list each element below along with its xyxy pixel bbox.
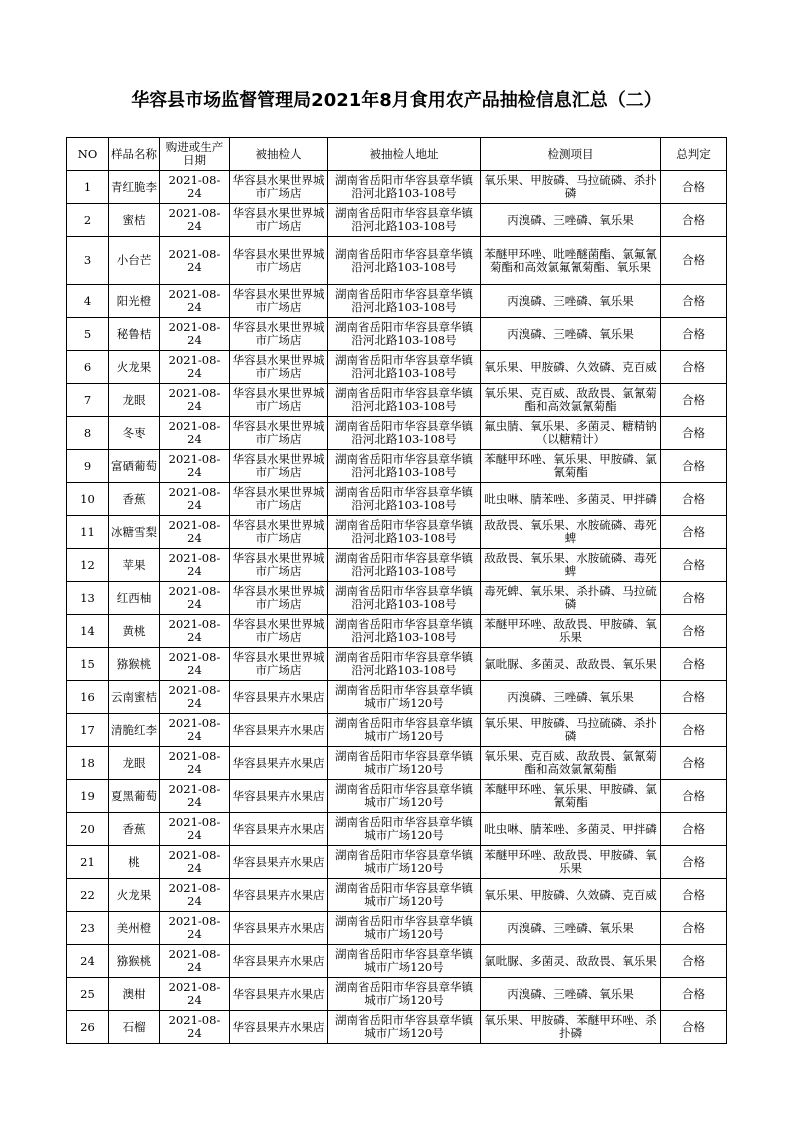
cell-address: 湖南省岳阳市华容县章华镇沿河北路103-108号	[328, 483, 481, 516]
cell-test-items: 氧乐果、甲胺磷、马拉硫磷、杀扑磷	[481, 171, 661, 204]
cell-date: 2021-08-24	[160, 912, 230, 945]
cell-address: 湖南省岳阳市华容县章华镇沿河北路103-108号	[328, 516, 481, 549]
cell-date: 2021-08-24	[160, 450, 230, 483]
cell-date: 2021-08-24	[160, 747, 230, 780]
cell-inspectee: 华容县水果世界城市广场店	[230, 648, 328, 681]
cell-test-items: 敌敌畏、氧乐果、水胺硫磷、毒死蜱	[481, 549, 661, 582]
cell-result: 合格	[661, 384, 727, 417]
cell-date: 2021-08-24	[160, 237, 230, 285]
cell-sample-name: 猕猴桃	[109, 945, 160, 978]
cell-sample-name: 小台芒	[109, 237, 160, 285]
cell-no: 25	[67, 978, 109, 1011]
cell-address: 湖南省岳阳市华容县章华镇城市广场120号	[328, 879, 481, 912]
table-row	[67, 450, 727, 483]
cell-inspectee: 华容县果卉水果店	[230, 780, 328, 813]
cell-no: 22	[67, 879, 109, 912]
cell-inspectee: 华容县水果世界城市广场店	[230, 516, 328, 549]
cell-date: 2021-08-24	[160, 582, 230, 615]
cell-test-items: 氟虫腈、氧乐果、多菌灵、糖精钠（以糖精计）	[481, 417, 661, 450]
cell-date: 2021-08-24	[160, 171, 230, 204]
cell-address: 湖南省岳阳市华容县章华镇城市广场120号	[328, 813, 481, 846]
table-body	[67, 171, 727, 1044]
cell-inspectee: 华容县果卉水果店	[230, 1011, 328, 1044]
header-address: 被抽检人地址	[328, 138, 481, 171]
cell-result: 合格	[661, 681, 727, 714]
cell-sample-name: 青红脆李	[109, 171, 160, 204]
cell-date: 2021-08-24	[160, 483, 230, 516]
cell-no: 9	[67, 450, 109, 483]
cell-no: 3	[67, 237, 109, 285]
cell-test-items: 氯吡脲、多菌灵、敌敌畏、氧乐果	[481, 945, 661, 978]
cell-result: 合格	[661, 204, 727, 237]
cell-test-items: 氧乐果、甲胺磷、苯醚甲环唑、杀扑磷	[481, 1011, 661, 1044]
cell-sample-name: 香蕉	[109, 483, 160, 516]
table-row	[67, 549, 727, 582]
cell-date: 2021-08-24	[160, 648, 230, 681]
cell-result: 合格	[661, 813, 727, 846]
cell-date: 2021-08-24	[160, 516, 230, 549]
cell-address: 湖南省岳阳市华容县章华镇城市广场120号	[328, 912, 481, 945]
cell-inspectee: 华容县水果世界城市广场店	[230, 384, 328, 417]
cell-test-items: 氧乐果、甲胺磷、马拉硫磷、杀扑磷	[481, 714, 661, 747]
cell-sample-name: 夏黑葡萄	[109, 780, 160, 813]
cell-no: 11	[67, 516, 109, 549]
cell-date: 2021-08-24	[160, 351, 230, 384]
cell-inspectee: 华容县果卉水果店	[230, 978, 328, 1011]
cell-no: 14	[67, 615, 109, 648]
table-row	[67, 204, 727, 237]
cell-address: 湖南省岳阳市华容县章华镇沿河北路103-108号	[328, 171, 481, 204]
cell-inspectee: 华容县水果世界城市广场店	[230, 450, 328, 483]
cell-inspectee: 华容县水果世界城市广场店	[230, 582, 328, 615]
cell-date: 2021-08-24	[160, 978, 230, 1011]
cell-result: 合格	[661, 285, 727, 318]
cell-no: 8	[67, 417, 109, 450]
cell-result: 合格	[661, 714, 727, 747]
table-row	[67, 582, 727, 615]
cell-address: 湖南省岳阳市华容县章华镇沿河北路103-108号	[328, 549, 481, 582]
cell-inspectee: 华容县果卉水果店	[230, 813, 328, 846]
cell-inspectee: 华容县果卉水果店	[230, 945, 328, 978]
cell-test-items: 吡虫啉、腈苯唑、多菌灵、甲拌磷	[481, 483, 661, 516]
cell-address: 湖南省岳阳市华容县章华镇城市广场120号	[328, 846, 481, 879]
cell-result: 合格	[661, 417, 727, 450]
cell-address: 湖南省岳阳市华容县章华镇沿河北路103-108号	[328, 204, 481, 237]
cell-test-items: 氧乐果、甲胺磷、久效磷、克百威	[481, 351, 661, 384]
cell-test-items: 苯醚甲环唑、吡唑醚菌酯、氯氟氰菊酯和高效氯氟氰菊酯、氧乐果	[481, 237, 661, 285]
cell-result: 合格	[661, 549, 727, 582]
table-row	[67, 912, 727, 945]
cell-result: 合格	[661, 912, 727, 945]
cell-address: 湖南省岳阳市华容县章华镇沿河北路103-108号	[328, 237, 481, 285]
cell-date: 2021-08-24	[160, 714, 230, 747]
cell-result: 合格	[661, 516, 727, 549]
cell-sample-name: 龙眼	[109, 747, 160, 780]
table-row	[67, 318, 727, 351]
cell-test-items: 敌敌畏、氧乐果、水胺硫磷、毒死蜱	[481, 516, 661, 549]
cell-address: 湖南省岳阳市华容县章华镇城市广场120号	[328, 747, 481, 780]
header-no: NO	[67, 138, 109, 171]
cell-no: 2	[67, 204, 109, 237]
cell-address: 湖南省岳阳市华容县章华镇城市广场120号	[328, 780, 481, 813]
cell-no: 15	[67, 648, 109, 681]
cell-date: 2021-08-24	[160, 285, 230, 318]
table-row	[67, 417, 727, 450]
cell-date: 2021-08-24	[160, 417, 230, 450]
cell-test-items: 丙溴磷、三唑磷、氧乐果	[481, 978, 661, 1011]
table-row	[67, 237, 727, 285]
cell-address: 湖南省岳阳市华容县章华镇沿河北路103-108号	[328, 648, 481, 681]
cell-no: 13	[67, 582, 109, 615]
cell-sample-name: 香蕉	[109, 813, 160, 846]
cell-test-items: 苯醚甲环唑、敌敌畏、甲胺磷、氧乐果	[481, 846, 661, 879]
cell-result: 合格	[661, 648, 727, 681]
cell-test-items: 苯醚甲环唑、氧乐果、甲胺磷、氯氰菊酯	[481, 450, 661, 483]
cell-no: 17	[67, 714, 109, 747]
page-title: 华容县市场监督管理局2021年8月食用农产品抽检信息汇总（二）	[131, 90, 662, 111]
cell-inspectee: 华容县水果世界城市广场店	[230, 351, 328, 384]
cell-sample-name: 云南蜜桔	[109, 681, 160, 714]
table-row	[67, 714, 727, 747]
cell-test-items: 丙溴磷、三唑磷、氧乐果	[481, 912, 661, 945]
cell-test-items: 丙溴磷、三唑磷、氧乐果	[481, 681, 661, 714]
cell-inspectee: 华容县果卉水果店	[230, 846, 328, 879]
cell-no: 19	[67, 780, 109, 813]
cell-result: 合格	[661, 615, 727, 648]
cell-sample-name: 阳光橙	[109, 285, 160, 318]
cell-test-items: 丙溴磷、三唑磷、氧乐果	[481, 204, 661, 237]
cell-date: 2021-08-24	[160, 681, 230, 714]
table-row	[67, 351, 727, 384]
cell-date: 2021-08-24	[160, 318, 230, 351]
cell-sample-name: 石榴	[109, 1011, 160, 1044]
inspection-table	[66, 137, 727, 1044]
cell-inspectee: 华容县水果世界城市广场店	[230, 615, 328, 648]
cell-inspectee: 华容县水果世界城市广场店	[230, 549, 328, 582]
cell-inspectee: 华容县水果世界城市广场店	[230, 483, 328, 516]
cell-inspectee: 华容县水果世界城市广场店	[230, 237, 328, 285]
cell-result: 合格	[661, 237, 727, 285]
cell-no: 26	[67, 1011, 109, 1044]
cell-sample-name: 冰糖雪梨	[109, 516, 160, 549]
cell-address: 湖南省岳阳市华容县章华镇沿河北路103-108号	[328, 582, 481, 615]
cell-date: 2021-08-24	[160, 384, 230, 417]
cell-inspectee: 华容县果卉水果店	[230, 714, 328, 747]
table-row	[67, 615, 727, 648]
cell-test-items: 氧乐果、克百威、敌敌畏、氯氰菊酯和高效氯氰菊酯	[481, 747, 661, 780]
cell-date: 2021-08-24	[160, 615, 230, 648]
cell-sample-name: 苹果	[109, 549, 160, 582]
table-row	[67, 978, 727, 1011]
cell-date: 2021-08-24	[160, 1011, 230, 1044]
cell-address: 湖南省岳阳市华容县章华镇城市广场120号	[328, 1011, 481, 1044]
cell-sample-name: 富硒葡萄	[109, 450, 160, 483]
cell-sample-name: 秘鲁桔	[109, 318, 160, 351]
cell-no: 7	[67, 384, 109, 417]
cell-no: 6	[67, 351, 109, 384]
cell-no: 4	[67, 285, 109, 318]
cell-sample-name: 美州橙	[109, 912, 160, 945]
cell-inspectee: 华容县果卉水果店	[230, 912, 328, 945]
cell-inspectee: 华容县果卉水果店	[230, 681, 328, 714]
cell-date: 2021-08-24	[160, 204, 230, 237]
header-sample-name: 样品名称	[109, 138, 160, 171]
cell-sample-name: 火龙果	[109, 879, 160, 912]
cell-address: 湖南省岳阳市华容县章华镇沿河北路103-108号	[328, 450, 481, 483]
cell-no: 16	[67, 681, 109, 714]
cell-result: 合格	[661, 171, 727, 204]
header-test-items: 检测项目	[481, 138, 661, 171]
cell-sample-name: 冬枣	[109, 417, 160, 450]
header-row	[67, 138, 727, 171]
cell-address: 湖南省岳阳市华容县章华镇沿河北路103-108号	[328, 615, 481, 648]
cell-date: 2021-08-24	[160, 879, 230, 912]
cell-no: 1	[67, 171, 109, 204]
cell-test-items: 丙溴磷、三唑磷、氧乐果	[481, 318, 661, 351]
table-row	[67, 384, 727, 417]
cell-address: 湖南省岳阳市华容县章华镇城市广场120号	[328, 681, 481, 714]
cell-result: 合格	[661, 351, 727, 384]
cell-date: 2021-08-24	[160, 813, 230, 846]
cell-address: 湖南省岳阳市华容县章华镇城市广场120号	[328, 714, 481, 747]
table-row	[67, 483, 727, 516]
table-row	[67, 813, 727, 846]
cell-inspectee: 华容县果卉水果店	[230, 879, 328, 912]
cell-inspectee: 华容县水果世界城市广场店	[230, 417, 328, 450]
cell-sample-name: 红西柚	[109, 582, 160, 615]
table-row	[67, 846, 727, 879]
cell-sample-name: 黄桃	[109, 615, 160, 648]
table-row	[67, 285, 727, 318]
cell-test-items: 苯醚甲环唑、氧乐果、甲胺磷、氯氰菊酯	[481, 780, 661, 813]
cell-no: 18	[67, 747, 109, 780]
cell-date: 2021-08-24	[160, 780, 230, 813]
cell-date: 2021-08-24	[160, 945, 230, 978]
cell-no: 24	[67, 945, 109, 978]
cell-inspectee: 华容县水果世界城市广场店	[230, 285, 328, 318]
table-row	[67, 516, 727, 549]
cell-result: 合格	[661, 747, 727, 780]
cell-date: 2021-08-24	[160, 846, 230, 879]
cell-result: 合格	[661, 450, 727, 483]
table-row	[67, 945, 727, 978]
cell-no: 23	[67, 912, 109, 945]
cell-inspectee: 华容县水果世界城市广场店	[230, 204, 328, 237]
cell-result: 合格	[661, 1011, 727, 1044]
cell-result: 合格	[661, 483, 727, 516]
cell-address: 湖南省岳阳市华容县章华镇沿河北路103-108号	[328, 384, 481, 417]
cell-inspectee: 华容县水果世界城市广场店	[230, 318, 328, 351]
cell-result: 合格	[661, 846, 727, 879]
cell-sample-name: 龙眼	[109, 384, 160, 417]
cell-test-items: 苯醚甲环唑、敌敌畏、甲胺磷、氧乐果	[481, 615, 661, 648]
cell-no: 21	[67, 846, 109, 879]
cell-no: 12	[67, 549, 109, 582]
cell-result: 合格	[661, 582, 727, 615]
table-row	[67, 780, 727, 813]
cell-result: 合格	[661, 318, 727, 351]
header-inspectee: 被抽检人	[230, 138, 328, 171]
cell-address: 湖南省岳阳市华容县章华镇城市广场120号	[328, 978, 481, 1011]
cell-test-items: 氯吡脲、多菌灵、敌敌畏、氧乐果	[481, 648, 661, 681]
table-row	[67, 1011, 727, 1044]
cell-inspectee: 华容县水果世界城市广场店	[230, 171, 328, 204]
header-date: 购进或生产日期	[160, 138, 230, 171]
cell-no: 10	[67, 483, 109, 516]
cell-address: 湖南省岳阳市华容县章华镇沿河北路103-108号	[328, 351, 481, 384]
cell-no: 20	[67, 813, 109, 846]
cell-test-items: 毒死蜱、氧乐果、杀扑磷、马拉硫磷	[481, 582, 661, 615]
cell-result: 合格	[661, 945, 727, 978]
cell-result: 合格	[661, 780, 727, 813]
cell-test-items: 吡虫啉、腈苯唑、多菌灵、甲拌磷	[481, 813, 661, 846]
cell-result: 合格	[661, 879, 727, 912]
cell-no: 5	[67, 318, 109, 351]
cell-sample-name: 火龙果	[109, 351, 160, 384]
cell-inspectee: 华容县果卉水果店	[230, 747, 328, 780]
table-row	[67, 648, 727, 681]
cell-date: 2021-08-24	[160, 549, 230, 582]
cell-sample-name: 猕猴桃	[109, 648, 160, 681]
table-row	[67, 747, 727, 780]
cell-address: 湖南省岳阳市华容县章华镇沿河北路103-108号	[328, 318, 481, 351]
cell-sample-name: 澳柑	[109, 978, 160, 1011]
table-row	[67, 681, 727, 714]
table-row	[67, 879, 727, 912]
cell-address: 湖南省岳阳市华容县章华镇城市广场120号	[328, 945, 481, 978]
header-result: 总判定	[661, 138, 727, 171]
cell-test-items: 丙溴磷、三唑磷、氧乐果	[481, 285, 661, 318]
cell-address: 湖南省岳阳市华容县章华镇沿河北路103-108号	[328, 285, 481, 318]
cell-test-items: 氧乐果、甲胺磷、久效磷、克百威	[481, 879, 661, 912]
cell-result: 合格	[661, 978, 727, 1011]
cell-address: 湖南省岳阳市华容县章华镇沿河北路103-108号	[328, 417, 481, 450]
cell-sample-name: 蜜桔	[109, 204, 160, 237]
cell-test-items: 氧乐果、克百威、敌敌畏、氯氰菊酯和高效氯氰菊酯	[481, 384, 661, 417]
table-row	[67, 171, 727, 204]
cell-sample-name: 桃	[109, 846, 160, 879]
cell-sample-name: 清脆红李	[109, 714, 160, 747]
